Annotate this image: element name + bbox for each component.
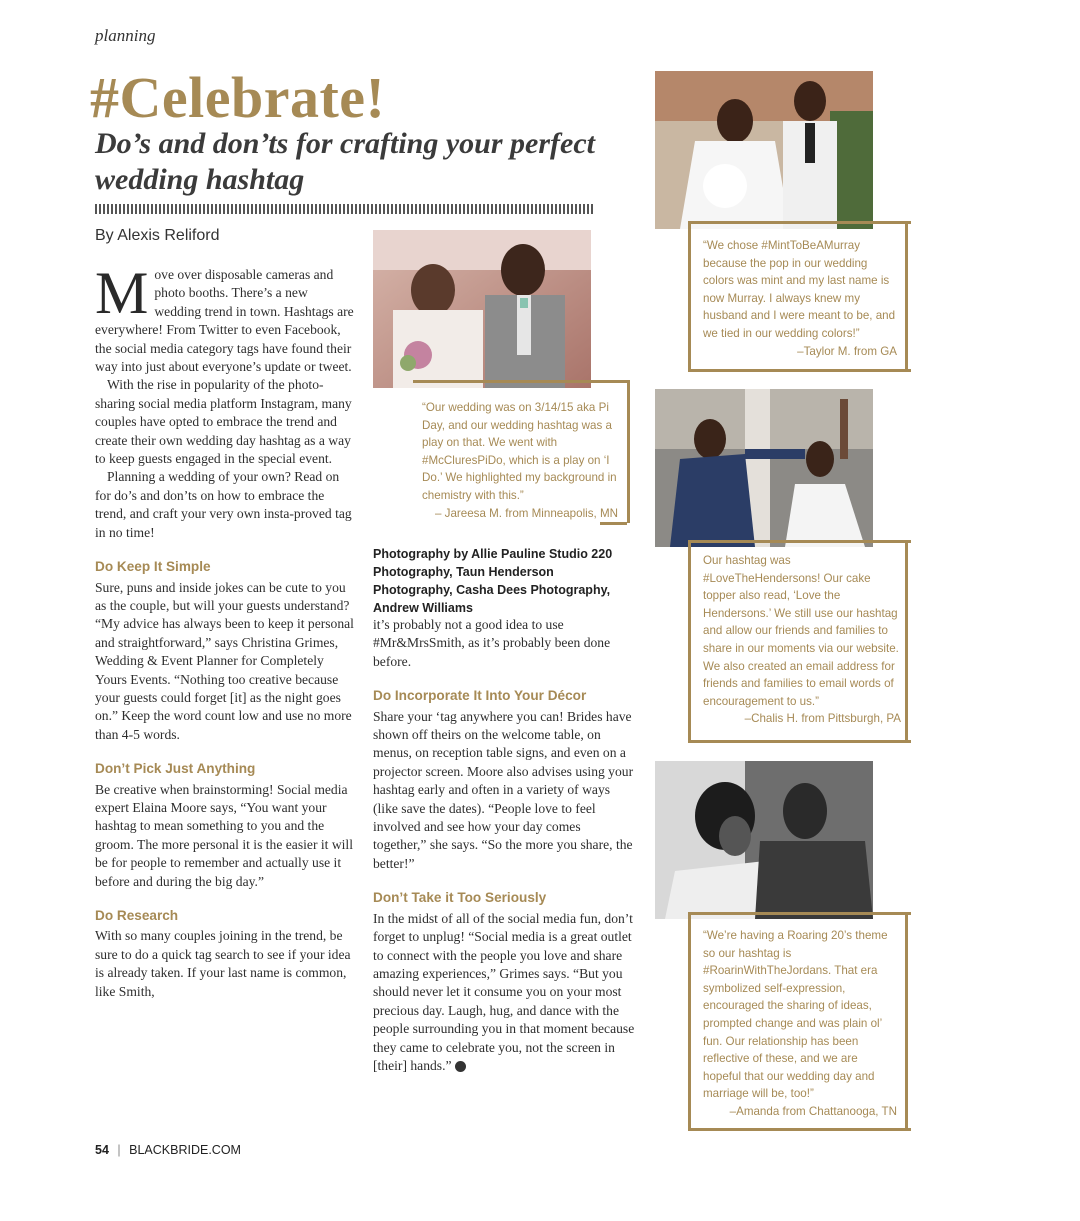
wedding-photo-4 bbox=[655, 761, 873, 919]
intro-paragraph-1 bbox=[95, 260, 357, 376]
page-number: 54 bbox=[95, 1143, 109, 1157]
subhead: Do’s and don’ts for crafting your perfect wedding hashtag bbox=[95, 127, 595, 196]
quote-bracket-4-right-bar bbox=[905, 912, 908, 1128]
quote-bracket-3-right-bar bbox=[905, 540, 908, 740]
paragraph-seriously bbox=[373, 910, 635, 1076]
article-column-2 bbox=[373, 616, 635, 1075]
headline: #Celebrate! bbox=[90, 65, 386, 130]
subheading-pick-anything: Don’t Pick Just Anything bbox=[95, 761, 256, 777]
photo-credit: Photography by Allie Pauline Studio 220 Photography, Taun Henderson Photography, Casha Dees Photography, Andrew Williams bbox=[373, 547, 613, 615]
drop-cap: M bbox=[95, 260, 149, 326]
quote-bracket-1-bottom bbox=[600, 522, 627, 525]
subheading-decor: Do Incorporate It Into Your Décor bbox=[373, 688, 587, 704]
quote-text: Our hashtag was #LoveTheHendersons! Our cake topper also read, ‘Love the Hendersons.’ We still use our hashtag and allow our friends and families to share in our moments via our website. We also created an email address for friends and families to email words of encouragement to us.” bbox=[703, 554, 899, 708]
end-mark-icon bbox=[455, 1061, 466, 1072]
paragraph-continued: it’s probably not a good idea to use #Mr&MrsSmith, as it’s probably been done before. bbox=[373, 617, 611, 669]
quote-amanda bbox=[703, 927, 897, 1121]
article-column-1 bbox=[95, 260, 357, 1001]
intro-paragraph-2: With the rise in popularity of the photo-sharing social media platform Instagram, many couples have opted to embrace the trend and create their own wedding day hashtag as a way to keep guests engaged in the special event. bbox=[95, 377, 352, 467]
wedding-photo-1 bbox=[373, 230, 591, 388]
intro-paragraph-3: Planning a wedding of your own? Read on for do’s and don’ts on how to embrace the trend, and craft your very own insta-proved tag in no time! bbox=[95, 469, 352, 540]
quote-text: “Our wedding was on 3/14/15 aka Pi Day, and our wedding hashtag was a play on that. We went with #McCluresPiDo, which is a play on ‘I Do.’ We highlighted my background in chemistry with this.” bbox=[422, 401, 617, 502]
quote-attribution: –Taylor M. from GA bbox=[797, 344, 897, 358]
paragraph-keep-simple: Sure, puns and inside jokes can be cute to you as the couple, but will your guests understand? “My advice has always been to keep it personal and straightforward,” says Christina Grimes, Wedding & Event Planner for Completely Yours Events. “Nothing too creative because your guests could forget [it] as the night goes on.” Keep the word count low and use no more than 4-5 words. bbox=[95, 579, 354, 742]
section-label: planning bbox=[95, 26, 156, 45]
paragraph-research: With so many couples joining in the trend, be sure to do a quick tag search to see if your idea is already taken. If your last name is common, like Smith, bbox=[95, 928, 351, 999]
quote-bracket-2-right-bar bbox=[905, 221, 908, 369]
paragraph-seriously-text: In the midst of all of the social media fun, don’t forget to unplug! “Social media is a great outlet to connect with the people you love and share amazing experiences,” Grimes says. “But you should never let it consume you on your most precious day. Laugh, hug, and dance with the people surrounding you in that moment because they came to celebrate you, not the screen in [their] hands.” bbox=[373, 910, 635, 1073]
quote-text: “We chose #MintToBeAMurray because the pop in our wedding colors was mint and my last name is now Murray. I always knew my husband and I were meant to be, and we tied in our wedding colors!” bbox=[703, 239, 896, 340]
quote-jareesa bbox=[422, 399, 618, 522]
page-footer bbox=[95, 1143, 241, 1157]
paragraph-pick-anything: Be creative when brainstorming! Social media expert Elaina Moore says, “You want your hashtag to mean something to you and the groom. The more personal it is the easier it will be for people to remember and actually use it before and during the big day.” bbox=[95, 781, 353, 889]
quote-attribution: –Amanda from Chattanooga, TN bbox=[729, 1104, 897, 1118]
wedding-photo-3 bbox=[655, 389, 873, 547]
subheading-seriously: Don’t Take it Too Seriously bbox=[373, 890, 547, 906]
subheading-keep-simple: Do Keep It Simple bbox=[95, 559, 211, 575]
quote-attribution: – Jareesa M. from Minneapolis, MN bbox=[435, 506, 618, 520]
wedding-photo-2 bbox=[655, 71, 873, 229]
intro-text-1: ove over disposable cameras and photo booths. There’s a new wedding trend in town. Hashtags are everywhere! From Twitter to even Facebook, the social media category tags have found their way into just about everyone’s update or tweet. bbox=[95, 267, 354, 375]
quote-attribution: –Chalis H. from Pittsburgh, PA bbox=[744, 712, 901, 726]
footer-separator: | bbox=[117, 1143, 121, 1157]
quote-text: “We’re having a Roaring 20’s theme so our hashtag is #RoarinWithTheJordans. That era symbolized self-expression, encouraged the sharing of ideas, prompted change and was plain ol’ fun. Our relationship has been reflective of these, and we are hopeful that our wedding day and marriage will be, too!” bbox=[703, 929, 888, 1101]
quote-taylor bbox=[703, 237, 897, 360]
decorative-rule bbox=[95, 204, 595, 214]
byline: By Alexis Reliford bbox=[95, 227, 220, 244]
footer-site: BLACKBRIDE.COM bbox=[129, 1143, 241, 1157]
quote-bracket-2-right bbox=[880, 221, 905, 224]
quote-chalis bbox=[703, 552, 901, 728]
subheading-research: Do Research bbox=[95, 908, 179, 923]
paragraph-decor: Share your ‘tag anywhere you can! Brides have shown off theirs on the welcome table, on menus, on reception table signs, and even on a projector screen. Moore also advises using your hashtag early and often in a variety of ways (like save the dates). “People love to feel involved and see how your day comes together,” she says. “So the more you share, the better!” bbox=[373, 708, 634, 871]
